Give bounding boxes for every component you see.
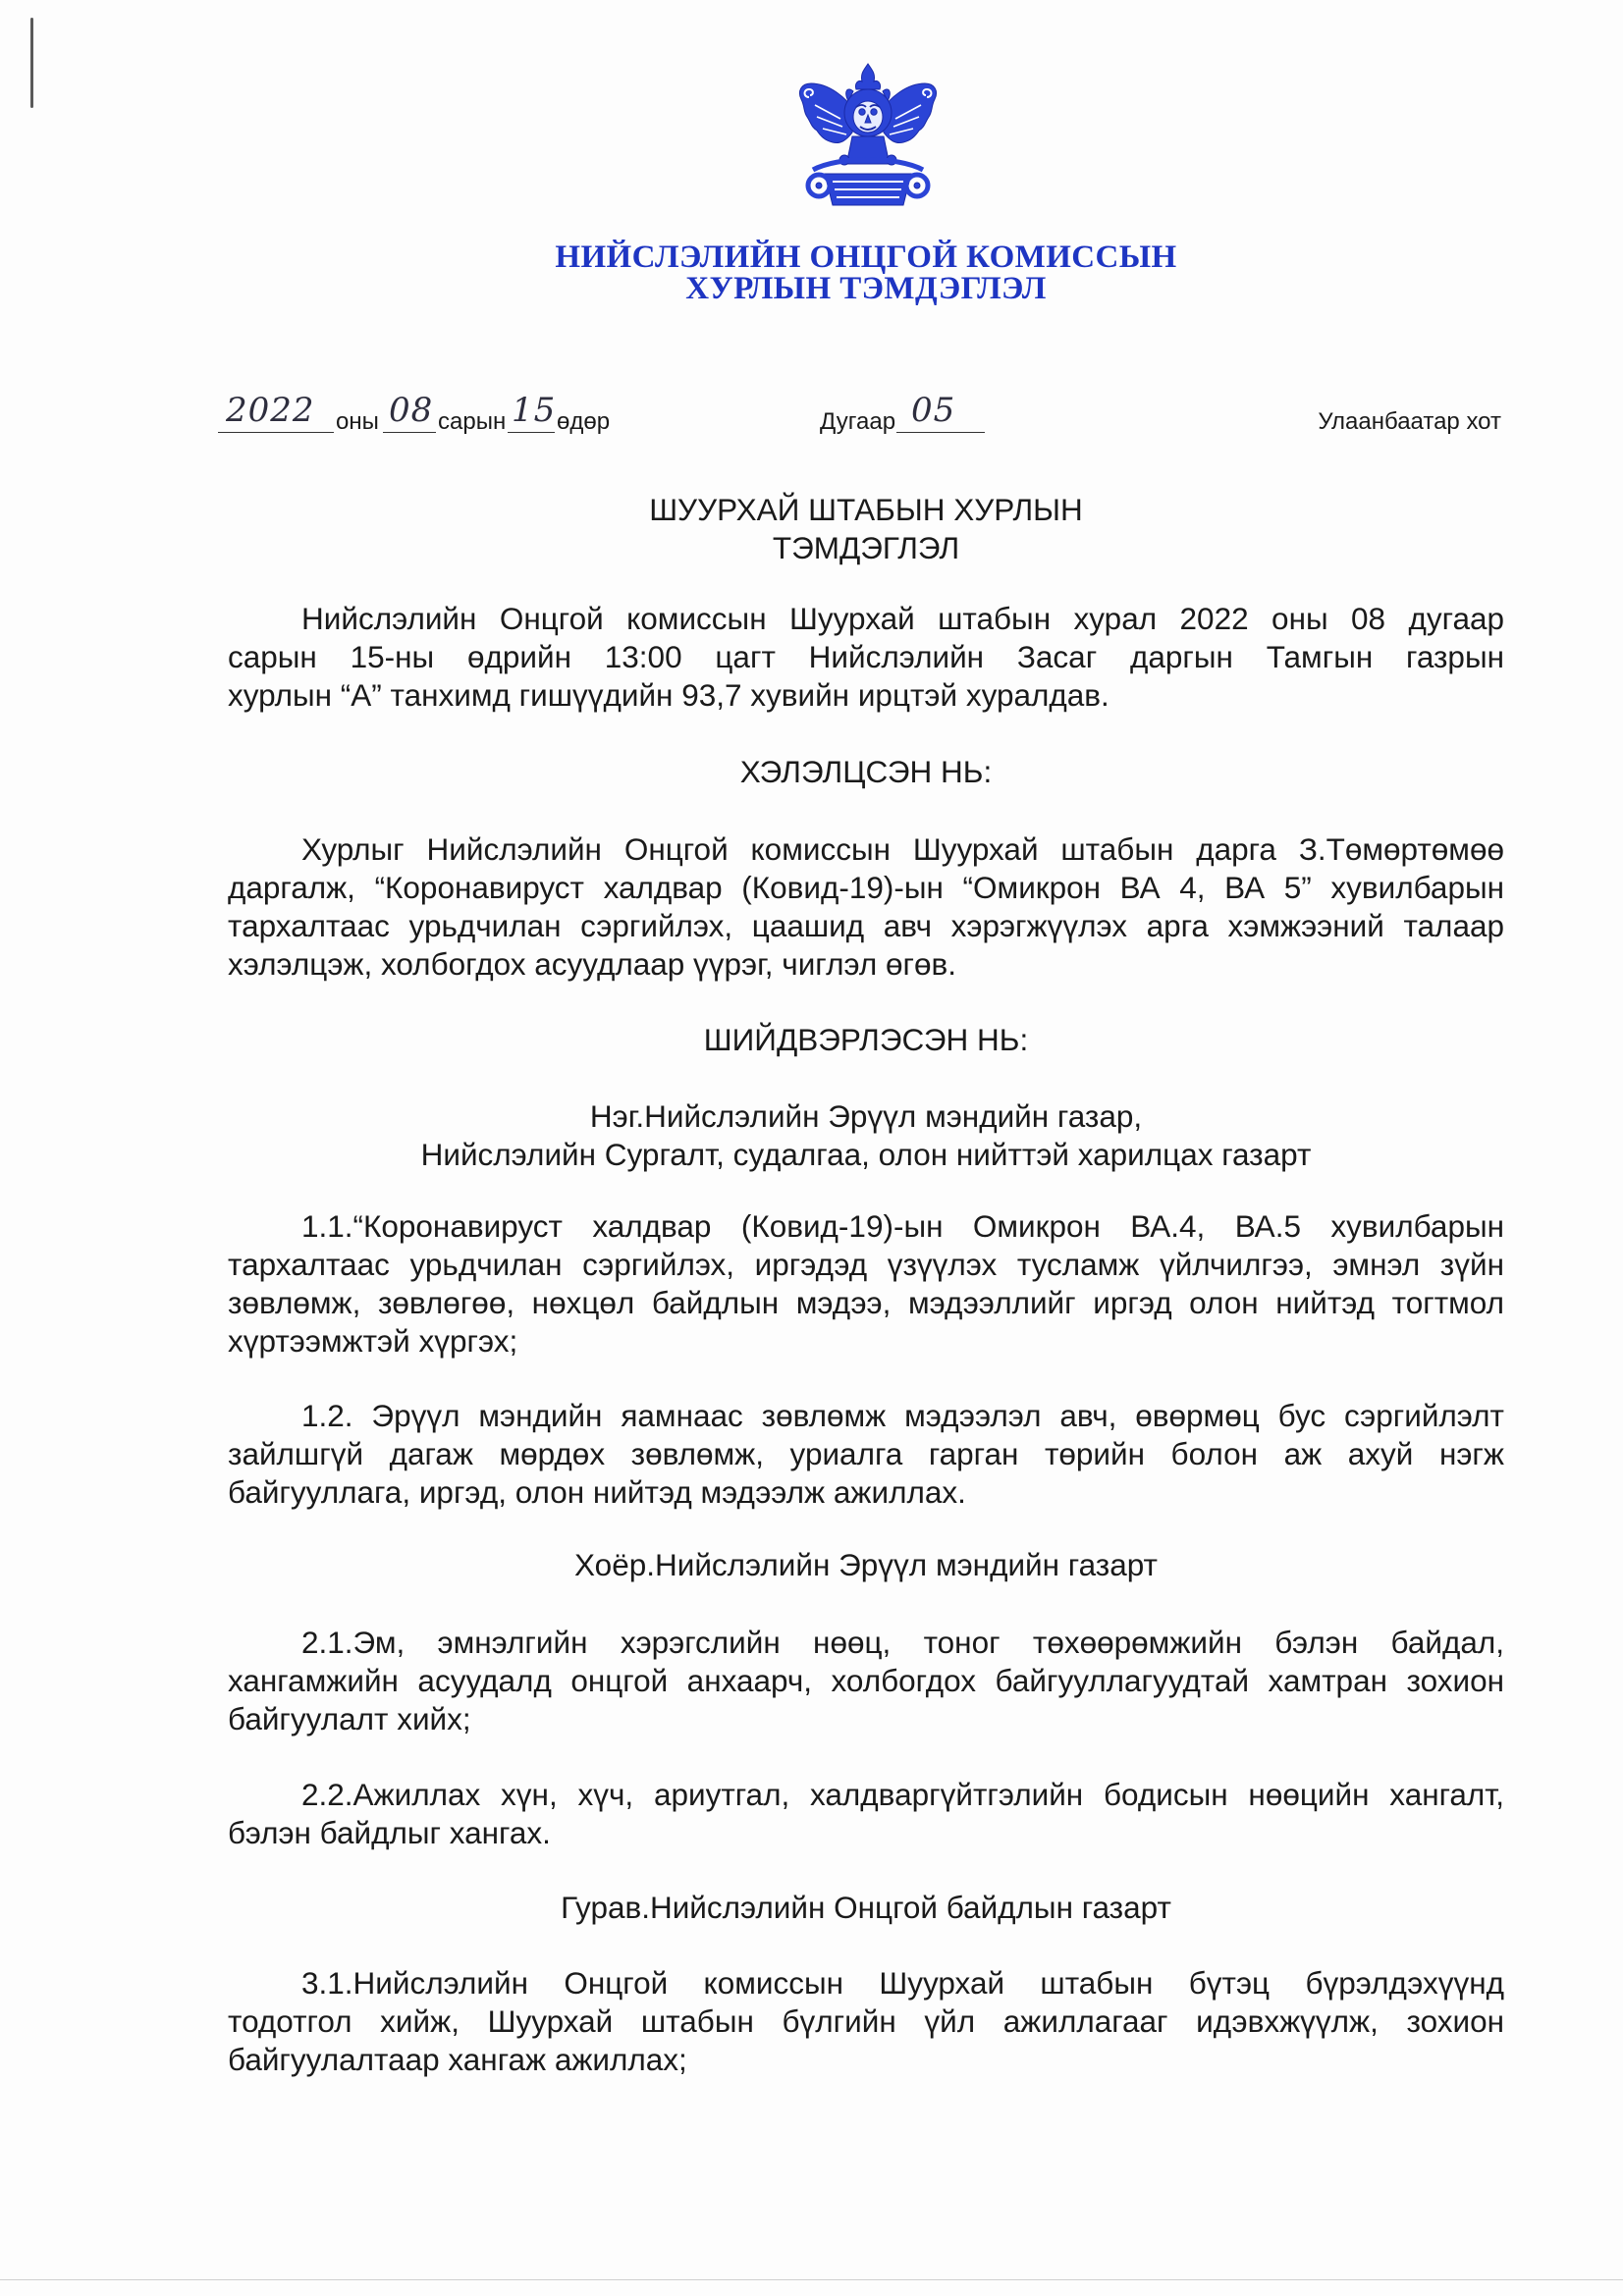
year-blank xyxy=(218,432,334,433)
discussed-heading: ХЭЛЭЛЦСЭН НЬ: xyxy=(739,754,993,789)
day-suffix: өдөр xyxy=(557,408,611,435)
doc-title-line-1: ШУУРХАЙ ШТАБЫН ХУРЛЫН xyxy=(649,492,1083,527)
day-blank xyxy=(508,432,555,433)
item-line: зайлшгүй дагаж мөрдөх зөвлөмж, уриалга гарган төрийн болон аж ахуй нэгж xyxy=(228,1436,1504,1471)
discussed-line: тархалтаас урьдчилан сэргийлэх, цаашид авч хэрэгжүүлэх арга хэмжээний талаар xyxy=(228,908,1504,943)
discussed-line: хэлэлцэж, холбогдох асуудлаар үүрэг, чиглэл өгөв. xyxy=(228,946,956,982)
section-heading: Гурав.Нийслэлийн Онцгой байдлын газарт xyxy=(561,1890,1171,1925)
doc-title-line-2: ТЭМДЭГЛЭЛ xyxy=(772,530,960,565)
year-suffix: оны xyxy=(336,408,379,435)
item-line: зөвлөмж, зөвлөгөө, нөхцөл байдлын мэдээ, мэдээллийг иргэд олон нийтэд тогтмол xyxy=(228,1285,1504,1320)
item-line: 3.1.Нийслэлийн Онцгой комиссын Шуурхай штабын бүтэц бүрэлдэхүүнд xyxy=(301,1965,1504,2001)
item-line: хүртээмжтэй хүргэх; xyxy=(228,1323,518,1359)
intro-line: хурлын “А” танхимд гишүүдийн 93,7 хувийн ирцтэй хуралдав. xyxy=(228,677,1109,713)
item-line: байгуулалтаар хангаж ажиллах; xyxy=(228,2042,687,2077)
org-title-line-1: НИЙСЛЭЛИЙН ОНЦГОЙ КОМИССЫН xyxy=(555,240,1177,275)
section-heading: Хоёр.Нийслэлийн Эрүүл мэндийн газарт xyxy=(574,1547,1158,1582)
item-line: хангамжийн асуудалд онцгой анхаарч, холбогдох байгууллагуудтай хамтран зохион xyxy=(228,1663,1504,1698)
page-bottom-edge xyxy=(0,2279,1623,2280)
item-line: тархалтаас урьдчилан сэргийлэх, иргэдэд үзүүлэх тусламж үйлчилгээ, эмнэл зүйн xyxy=(228,1247,1504,1282)
month-suffix: сарын xyxy=(438,408,507,435)
item-line: 2.2.Ажиллах хүн, хүч, ариутгал, халдваргүйтгэлийн бодисын нөөцийн хангалт, xyxy=(301,1777,1504,1812)
discussed-line: даргалж, “Коронавируст халдвар (Ковид-19)-ын “Омикрон ВА 4, ВА 5” хувилбарын xyxy=(228,870,1504,905)
year-handwritten: 2022 xyxy=(226,391,315,430)
day-handwritten: 15 xyxy=(512,391,557,430)
item-line: 1.2. Эрүүл мэндийн яамнаас зөвлөмж мэдээлэл авч, өвөрмөц бус сэргийлэлт xyxy=(301,1398,1504,1433)
item-line: тодотгол хийж, Шуурхай штабын бүлгийн үйл ажиллагааг идэвхжүүлж, зохион xyxy=(228,2003,1504,2039)
intro-line: сарын 15-ны өдрийн 13:00 цагт Нийслэлийн Засаг даргын Тамгын газрын xyxy=(228,639,1504,674)
month-handwritten: 08 xyxy=(389,391,434,430)
org-title-line-2: ХУРЛЫН ТЭМДЭГЛЭЛ xyxy=(685,271,1047,306)
month-blank xyxy=(383,432,436,433)
section-heading: Нэг.Нийслэлийн Эрүүл мэндийн газар, xyxy=(589,1098,1143,1134)
discussed-line: Хурлыг Нийслэлийн Онцгой комиссын Шуурхай штабын дарга З.Төмөртөмөө xyxy=(301,831,1504,867)
decided-heading: ШИЙДВЭРЛЭСЭН НЬ: xyxy=(703,1022,1029,1057)
item-line: 2.1.Эм, эмнэлгийн хэрэгслийн нөөц, тоног төхөөрөмжийн бэлэн байдал, xyxy=(301,1625,1504,1660)
number-label: Дугаар xyxy=(820,408,896,435)
item-line: бэлэн байдлыг хангах. xyxy=(228,1815,551,1850)
item-line: байгуулалт хийх; xyxy=(228,1701,471,1736)
scan-margin-mark xyxy=(30,18,33,108)
garuda-emblem-icon xyxy=(789,62,947,219)
item-line: 1.1.“Коронавируст халдвар (Ковид-19)-ын Омикрон ВА.4, ВА.5 хувилбарын xyxy=(301,1208,1504,1244)
number-handwritten: 05 xyxy=(911,391,956,430)
place: Улаанбаатар хот xyxy=(1318,408,1501,435)
number-blank xyxy=(896,432,985,433)
item-line: байгууллага, иргэд, олон нийтэд мэдээлж ажиллах. xyxy=(228,1474,966,1510)
section-heading: Нийслэлийн Сургалт, судалгаа, олон нийттэй харилцах газарт xyxy=(420,1137,1312,1172)
intro-line: Нийслэлийн Онцгой комиссын Шуурхай штабын хурал 2022 оны 08 дугаар xyxy=(301,601,1504,636)
